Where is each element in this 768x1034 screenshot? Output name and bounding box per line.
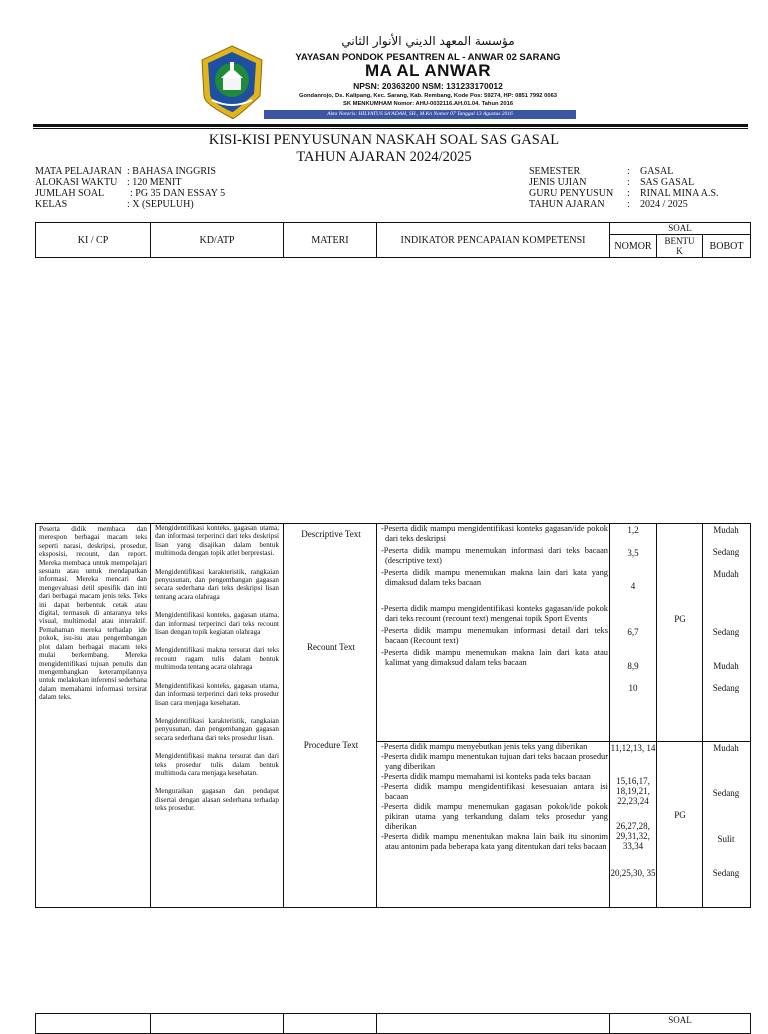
header-soal: SOAL bbox=[610, 223, 751, 235]
header-bentuk bbox=[657, 235, 703, 258]
meta-sep: : bbox=[627, 166, 630, 177]
indicator-item: -Peserta didik mampu mengidentifikasi kesesuaian antara isi bacaan bbox=[381, 782, 608, 801]
header-bobot: BOBOT bbox=[703, 235, 751, 258]
kd-item: Menguraikan gagasan dan pendapat disertai dengan alasan sederhana terhadap teks prosedur. bbox=[155, 787, 279, 813]
meta-value: : X (SEPULUH) bbox=[127, 199, 194, 210]
kd-item: Mengidentifikasi konteks, gagasan utama, dan informasi terperinci dari teks deskripsi lisan yang disajikan dalam bentuk multimoda dengan topik atlet berprestasi. bbox=[155, 524, 279, 558]
header-bentuk-line1: BENTU bbox=[664, 236, 695, 246]
kd-item: Mengidentifikasi konteks, gagasan utama, dan informasi terperinci dari teks prosedur lisan cara menjaga kesehatan. bbox=[155, 681, 279, 707]
meta-value: 2024 / 2025 bbox=[640, 199, 688, 210]
next-header-soal: SOAL bbox=[610, 1014, 751, 1034]
question-numbers: 3,5 bbox=[627, 548, 639, 558]
indicator-item: -Peserta didik mampu menentukan makna lain baik itu sinonim atau antonim pada beberapa kata yang ditentukan dari teks bacaan bbox=[381, 832, 608, 851]
kd-item: Mengidentifikasi makna tersurat dari teks recount ragam tulis dalam bentuk multimoda tentang acara olahraga bbox=[155, 646, 279, 672]
difficulty-level: Sedang bbox=[712, 627, 740, 637]
indicator-cell-2 bbox=[377, 742, 610, 908]
indicator-cell-1 bbox=[377, 524, 610, 742]
ki-cp-cell: Peserta didik membaca dan merespon berbagai macam teks seperti narasi, deskripsi, prosedur, eksposisi, recount, dan report. Mereka membaca untuk mempelajari sesuatu atau untuk mendapatkan informasi. Mereka mencari dan mengevaluasi detil spesifik dan inti dari berbagai macam jenis teks. Teks ini dapat berbentuk cetak atau digital, termasuk di antaranya teks visual, multimodal atau interaktif. Pemahaman mereka terhadap ide pokok, isu-isu atau pengembangan plot dalam berbagai macam teks mulai berkembang. Mereka mengidentifikasi tujuan penulis dan mengembangkan keterampilannya untuk melakukan inferensi sederhana dalam memahami informasi tersirat dalam teks. bbox=[36, 524, 151, 908]
indicator-item: -Peserta didik mampu menemukan informasi detail dari teks bacaan (Recount text) bbox=[381, 626, 608, 645]
kd-atp-cell bbox=[151, 524, 284, 908]
indicator-item: -Peserta didik mampu menemukan gagasan pokok/ide pokok pikiran utama yang terkandung dalam teks prosedur yang diberikan bbox=[381, 802, 608, 831]
meta-label: MATA PELAJARAN bbox=[35, 166, 122, 177]
difficulty-level: Mudah bbox=[713, 569, 739, 579]
document-title: KISI-KISI PENYUSUNAN NASKAH SOAL SAS GASAL bbox=[208, 132, 560, 148]
difficulty-level: Sedang bbox=[712, 868, 740, 878]
header-ki-cp: KI / CP bbox=[36, 223, 151, 258]
meta-label: JENIS UJIAN bbox=[529, 177, 587, 188]
question-numbers: 20,25,30, 35 bbox=[610, 868, 656, 878]
question-numbers: 15,16,17, 18,19,21, 22,23,24 bbox=[616, 776, 650, 806]
meta-sep: : bbox=[627, 177, 630, 188]
kd-item: Mengidentifikasi konteks, gagasan utama, dan informasi terperinci dari teks recount lisan dengan topik kegiatan olahraga bbox=[155, 611, 279, 637]
kd-item: Mengidentifikasi karakteristik, rangkaian penyusunan, dan pengembangan gagasan secara sederhana dari teks deskripsi lisan tentang acara olahraga bbox=[155, 567, 279, 601]
letterhead-notary-band: Akta Notaris: HILYATUS SA'ADAH, SH., M.Kn Nomor 07 Tanggal 13 Agustus 2016 bbox=[264, 110, 576, 119]
meta-value: : 120 MENIT bbox=[127, 177, 182, 188]
meta-value: : BAHASA INGGRIS bbox=[127, 166, 216, 177]
meta-label: TAHUN AJARAN bbox=[529, 199, 605, 210]
difficulty-level: Sulit bbox=[717, 834, 735, 844]
question-form: PG bbox=[674, 810, 686, 820]
difficulty-level: Sedang bbox=[712, 788, 740, 798]
letterhead-arabic: مؤسسة المعهد الديني الأنوار الثاني bbox=[341, 34, 515, 48]
bentuk-cell-2 bbox=[657, 742, 703, 908]
meta-sep: : bbox=[627, 199, 630, 210]
question-numbers: 6,7 bbox=[627, 627, 639, 637]
question-numbers: 1,2 bbox=[627, 525, 639, 535]
question-numbers: 11,12,13, 14 bbox=[610, 743, 656, 753]
difficulty-level: Sedang bbox=[712, 683, 740, 693]
letterhead-sk: SK MENKUMHAM Nomor: AHU-0032116.AH.01.04. Tahun 2016 bbox=[342, 101, 514, 107]
materi-procedure: Procedure Text bbox=[303, 740, 359, 750]
meta-label: JUMLAH SOAL bbox=[35, 188, 105, 199]
meta-value: SAS GASAL bbox=[640, 177, 695, 188]
question-form: PG bbox=[674, 614, 686, 624]
materi-recount: Recount Text bbox=[307, 642, 355, 652]
materi-descriptive: Descriptive Text bbox=[301, 529, 361, 539]
materi-cell bbox=[284, 524, 377, 908]
difficulty-level: Mudah bbox=[713, 743, 739, 753]
bobot-cell-2 bbox=[703, 742, 751, 908]
content-table bbox=[35, 523, 751, 908]
school-emblem-icon bbox=[198, 44, 266, 120]
header-kd-atp: KD/ATP bbox=[151, 223, 284, 258]
indicator-item: -Peserta didik mampu memahami isi konteks pada teks bacaan bbox=[381, 772, 591, 781]
letterhead-rule-thin bbox=[33, 128, 748, 129]
indicator-item: -Peserta didik mampu menemukan makna lain dari kata yang dimaksud dalam teks bacaan bbox=[381, 568, 608, 587]
question-numbers: 8,9 bbox=[627, 661, 639, 671]
difficulty-level: Mudah bbox=[713, 661, 739, 671]
meta-label: KELAS bbox=[35, 199, 68, 210]
indicator-item: -Peserta didik mampu mengidentifikasi konteks gagasan/ide pokok dari teks recount (recount text) mengenai topik Sport Events bbox=[381, 604, 608, 623]
difficulty-level: Mudah bbox=[713, 525, 739, 535]
indicator-item: -Peserta didik mampu menemukan informasi dari teks bacaan (descriptive text) bbox=[381, 546, 608, 565]
document-subtitle: TAHUN AJARAN 2024/2025 bbox=[296, 149, 472, 165]
meta-label: GURU PENYUSUN bbox=[529, 188, 614, 199]
kd-item: Mengidentifikasi makna tersurat dan dari teks prosedur tulis dalam bentuk multimoda cara menjaga kesehatan. bbox=[155, 752, 279, 777]
kd-item: Mengidentifikasi karakteristik, rangkaian penyusunan, dan pengembangan gagasan secara sederhana dari teks prosedur lisan. bbox=[155, 716, 279, 742]
bentuk-cell-1 bbox=[657, 524, 703, 742]
indicator-item: -Peserta didik mampu menentukan tujuan dari teks bacaan prosedur yang diberikan bbox=[381, 752, 608, 771]
difficulty-level: Sedang bbox=[712, 547, 740, 557]
letterhead-school-name: MA AL ANWAR bbox=[364, 61, 492, 80]
header-nomor: NOMOR bbox=[610, 235, 657, 258]
indicator-item: -Peserta didik mampu menemukan makna lain dari kata atau kalimat yang dimaksud dalam teks bacaan bbox=[381, 648, 608, 667]
letterhead-foundation: YAYASAN PONDOK PESANTREN AL - ANWAR 02 SARANG bbox=[295, 52, 561, 63]
meta-value: RINAL MINA A.S. bbox=[640, 188, 719, 199]
header-bentuk-line2: K bbox=[676, 246, 683, 256]
indicator-item: -Peserta didik mampu mengidentifikasi konteks gagasan/ide pokok dari teks deskripsi bbox=[381, 524, 608, 543]
nomor-cell-1 bbox=[610, 524, 657, 742]
letterhead-ids: NPSN: 20363200 NSM: 131233170012 bbox=[353, 81, 503, 91]
meta-sep: : bbox=[627, 188, 630, 199]
nomor-cell-2 bbox=[610, 742, 657, 908]
letterhead-rule bbox=[33, 124, 748, 127]
header-table bbox=[35, 222, 751, 258]
bobot-cell-1 bbox=[703, 524, 751, 742]
meta-label: ALOKASI WAKTU bbox=[35, 177, 118, 188]
meta-value: GASAL bbox=[640, 166, 674, 177]
letterhead-address: Gondanrojo, Ds. Kalipang, Kec. Sarang, Kab. Rembang, Kode Pos: 59274, HP: 0851 7992 0063 bbox=[298, 93, 558, 99]
question-numbers: 10 bbox=[628, 683, 638, 693]
header-indikator: INDIKATOR PENCAPAIAN KOMPETENSI bbox=[377, 223, 610, 258]
header-materi: MATERI bbox=[284, 223, 377, 258]
indicator-item: -Peserta didik mampu menyebutkan jenis teks yang diberikan bbox=[381, 742, 588, 751]
meta-value: : PG 35 DAN ESSAY 5 bbox=[130, 188, 226, 199]
meta-label: SEMESTER bbox=[529, 166, 581, 177]
question-numbers: 26,27,28, 29,31,32, 33,34 bbox=[616, 821, 650, 851]
question-numbers: 4 bbox=[630, 581, 636, 591]
